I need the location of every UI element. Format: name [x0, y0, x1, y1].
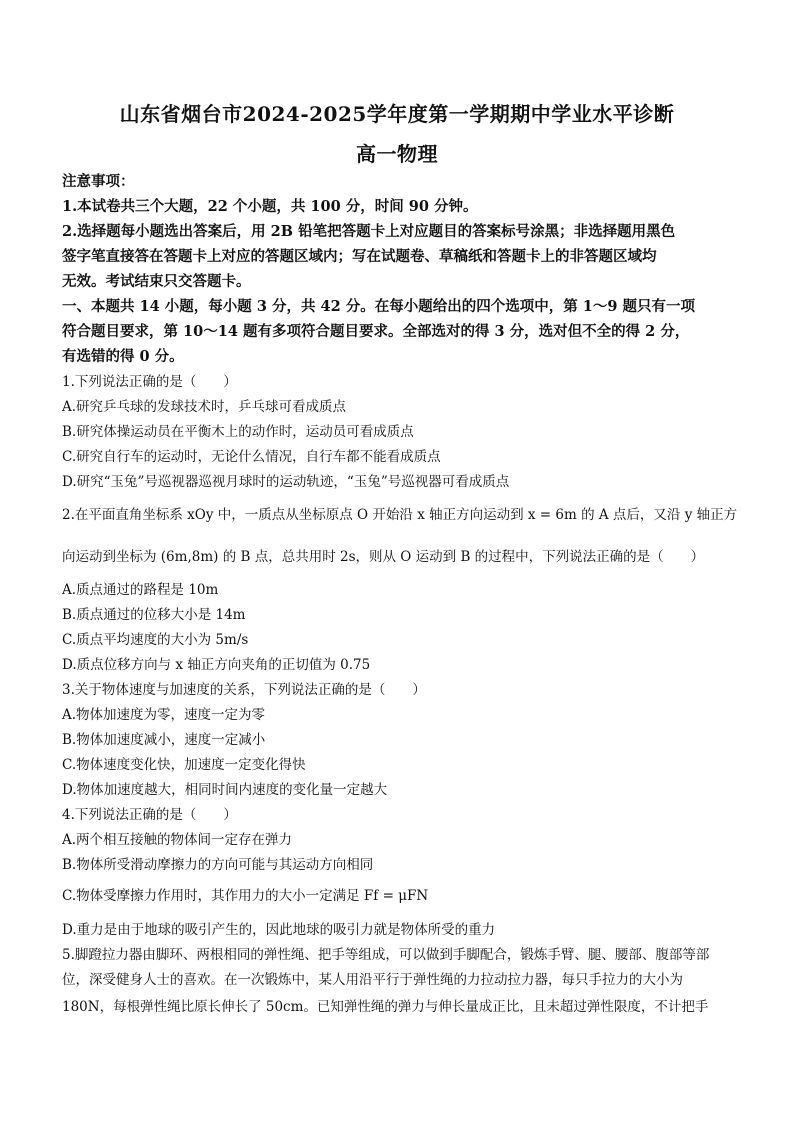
q3-option-b: B.物体加速度减小，速度一定减小: [62, 732, 266, 748]
q1-stem: 1.下列说法正确的是（ ）: [62, 374, 237, 390]
notice-item-2-line-3: 无效。考试结束只交答题卡。: [62, 273, 251, 290]
q3-option-c: C.物体速度变化快，加速度一定变化得快: [62, 757, 306, 773]
q2-option-d: D.质点位移方向与 x 轴正方向夹角的正切值为 0.75: [62, 657, 371, 673]
q1-option-d: D.研究“玉兔”号巡视器巡视月球时的运动轨迹，“玉兔”号巡视器可看成质点: [62, 474, 510, 490]
q2-stem-line-2: 向运动到坐标为 (6m,8m) 的 B 点，总共用时 2s，则从 O 运动到 B 的过程中，下列说法正确的是（ ）: [62, 549, 705, 565]
q4-option-a: A.两个相互接触的物体间一定存在弹力: [62, 832, 293, 848]
q4-stem: 4.下列说法正确的是（ ）: [62, 807, 237, 823]
section1-instructions-line-2: 符合题目要求，第 10～14 题有多项符合题目要求。全部选对的得 3 分，选对但不全的得 2 分，: [62, 323, 690, 340]
q3-option-a: A.物体加速度为零，速度一定为零: [62, 707, 266, 723]
q4-option-d: D.重力是由于地球的吸引产生的，因此地球的吸引力就是物体所受的重力: [62, 922, 496, 938]
exam-title: 山东省烟台市2024-2025学年度第一学期期中学业水平诊断: [119, 102, 675, 126]
q5-stem-line-2: 位，深受健身人士的喜欢。在一次锻炼中，某人用沿平行于弹性绳的力拉动拉力器，每只手拉力的大小为: [62, 972, 683, 988]
notice-item-2-line-2: 签字笔直接答在答题卡上对应的答题区域内；写在试题卷、草稿纸和答题卡上的非答题区域均: [62, 248, 657, 265]
q4-option-c: C.物体受摩擦力作用时，其作用力的大小一定满足 Ff = μFN: [62, 888, 429, 904]
q3-option-d: D.物体加速度越大，相同时间内速度的变化量一定越大: [62, 782, 388, 798]
notice-heading: 注意事项：: [62, 173, 135, 190]
q1-option-c: C.研究自行车的运动时，无论什么情况，自行车都不能看成质点: [62, 449, 441, 465]
notice-item-1: 1.本试卷共三个大题，22 个小题，共 100 分，时间 90 分钟。: [62, 198, 478, 215]
q1-option-b: B.研究体操运动员在平衡木上的动作时，运动员可看成质点: [62, 424, 414, 440]
q2-stem-line-1: 2.在平面直角坐标系 xOy 中，一质点从坐标原点 O 开始沿 x 轴正方向运动到 x = 6m 的 A 点后，又沿 y 轴正方: [62, 507, 738, 523]
section1-instructions-line-3: 有选错的得 0 分。: [62, 348, 184, 365]
q5-stem-line-3: 180N，每根弹性绳比原长伸长了 50cm。已知弹性绳的弹力与伸长量成正比，且未超过弹性限度，不计把手: [62, 999, 709, 1015]
q5-stem-line-1: 5.脚蹬拉力器由脚环、两根相同的弹性绳、把手等组成，可以做到手脚配合，锻炼手臂、腿、腰部、腹部等部: [62, 947, 710, 963]
q2-option-b: B.质点通过的位移大小是 14m: [62, 607, 246, 623]
exam-subject: 高一物理: [356, 142, 438, 166]
q2-option-c: C.质点平均速度的大小为 5m/s: [62, 632, 249, 648]
q4-option-b: B.物体所受滑动摩擦力的方向可能与其运动方向相同: [62, 857, 374, 873]
section1-instructions-line-1: 一、本题共 14 小题，每小题 3 分，共 42 分。在每小题给出的四个选项中，第 1～9 题只有一项: [62, 298, 696, 315]
notice-item-2-line-1: 2.选择题每小题选出答案后，用 2B 铅笔把答题卡上对应题目的答案标号涂黑；非选择题用黑色: [62, 223, 676, 240]
q1-option-a: A.研究乒乓球的发球技术时，乒乓球可看成质点: [62, 399, 347, 415]
q3-stem: 3.关于物体速度与加速度的关系，下列说法正确的是（ ）: [62, 682, 426, 698]
q2-option-a: A.质点通过的路程是 10m: [62, 582, 219, 598]
